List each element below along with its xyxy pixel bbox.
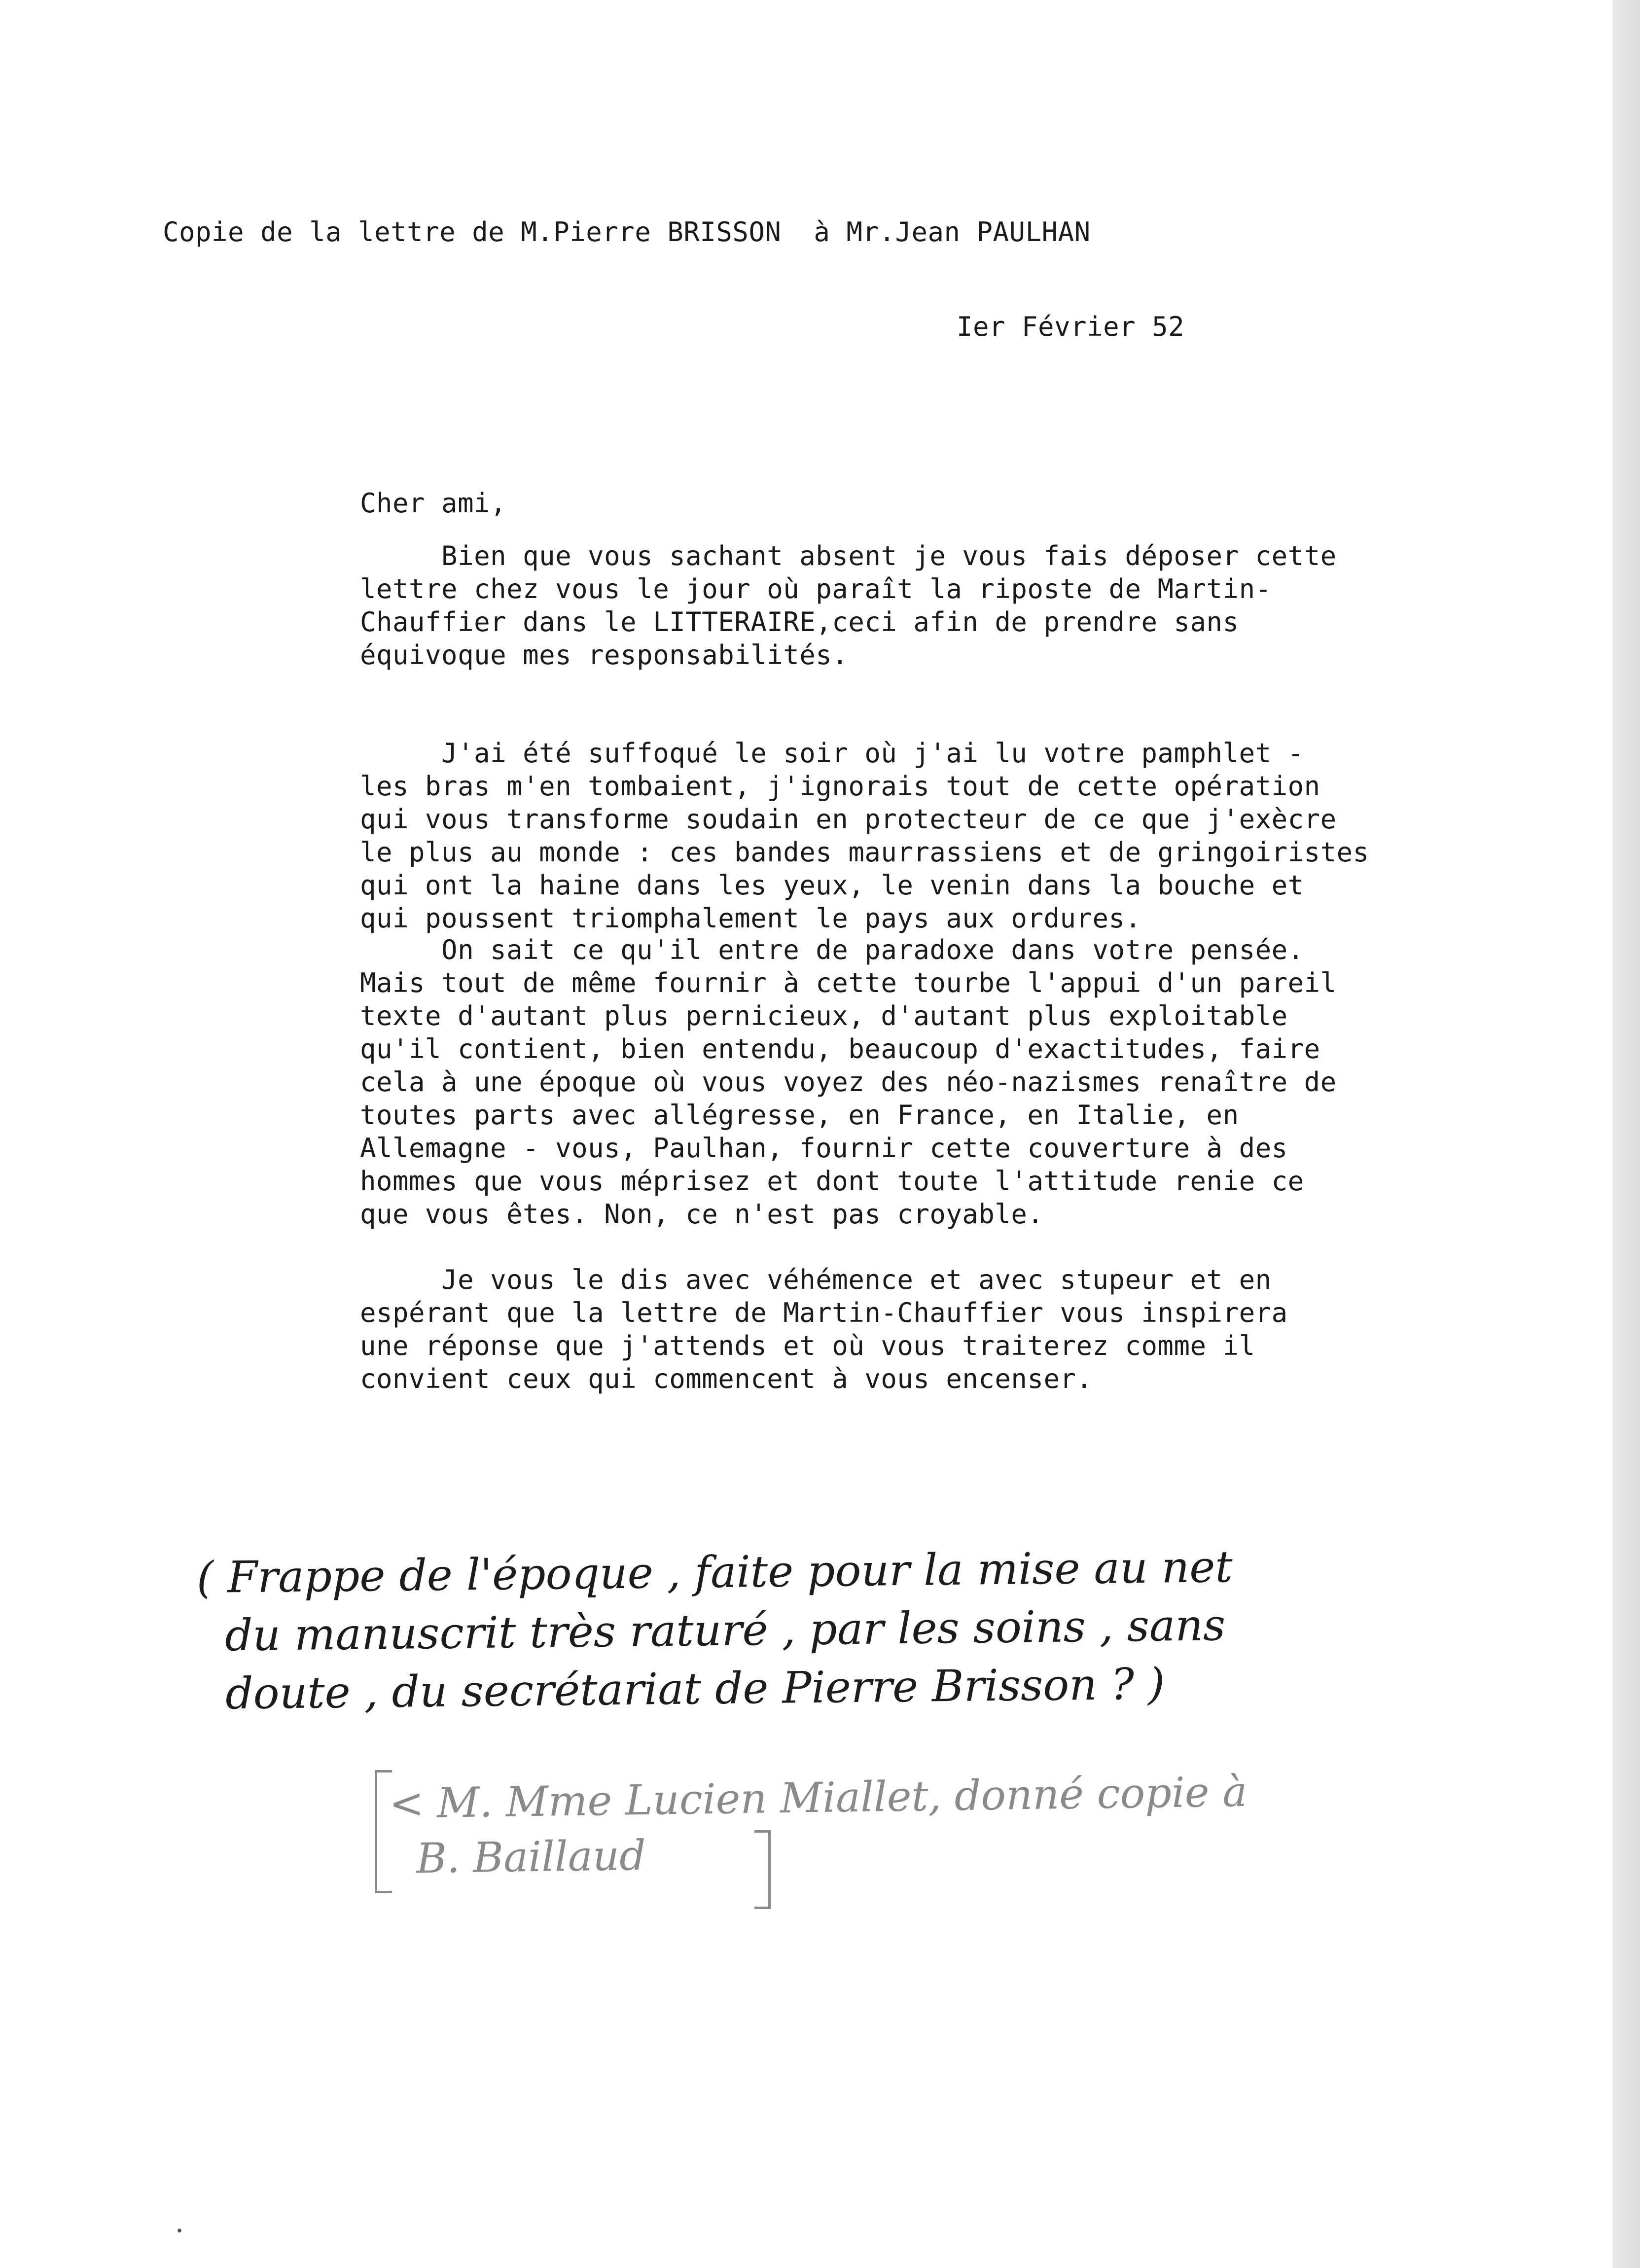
paragraph-line: le plus au monde : ces bandes maurrassiens et de gringoiristes: [360, 837, 1369, 868]
paragraph-line: hommes que vous méprisez et dont toute l'attitude renie ce: [360, 1166, 1304, 1197]
paragraph-3: [360, 933, 1538, 1231]
paragraph-line: convient ceux qui commencent à vous encenser.: [360, 1363, 1093, 1394]
handwritten-line: du manuscrit très raturé , par les soins , sans: [197, 1599, 1226, 1661]
paragraph-line: qu'il contient, bien entendu, beaucoup d'exactitudes, faire: [360, 1033, 1320, 1064]
paragraph-line: qui ont la haine dans les yeux, le venin dans la bouche et: [360, 870, 1304, 901]
paragraph-1: [360, 539, 1538, 672]
handwritten-note-2: [389, 1764, 1248, 1886]
right-bracket: [754, 1830, 771, 1909]
paragraph-line: qui poussent triomphalement le pays aux ordures.: [360, 903, 1141, 934]
paragraph-line: Bien que vous sachant absent je vous fais déposer cette: [360, 540, 1337, 571]
paragraph-line: Je vous le dis avec véhémence et avec stupeur et en: [360, 1264, 1272, 1295]
paragraph-line: qui vous transforme soudain en protecteur de ce que j'exècre: [360, 804, 1337, 835]
paragraph-line: les bras m'en tombaient, j'ignorais tout de cette opération: [360, 771, 1320, 802]
paragraph-line: On sait ce qu'il entre de paradoxe dans votre pensée.: [360, 934, 1304, 965]
paragraph-line: Chauffier dans le LITTERAIRE,ceci afin de prendre sans: [360, 606, 1239, 638]
paragraph-line: que vous êtes. Non, ce n'est pas croyable.: [360, 1199, 1044, 1230]
paper-speck: [178, 2229, 181, 2233]
paragraph-line: cela à une époque où vous voyez des néo-nazismes renaître de: [360, 1066, 1337, 1098]
handwritten-line: ( Frappe de l'époque , faite pour la mise au net: [196, 1541, 1233, 1603]
paragraph-line: une réponse que j'attends et où vous traiterez comme il: [360, 1330, 1255, 1361]
paragraph-line: espérant que la lettre de Martin-Chauffier vous inspirera: [360, 1297, 1288, 1328]
handwritten-line: B. Baillaud: [390, 1831, 646, 1883]
letter-header: Copie de la lettre de M.Pierre BRISSON à Mr.Jean PAULHAN: [163, 216, 1091, 248]
paragraph-line: Mais tout de même fournir à cette tourbe l'appui d'un pareil: [360, 967, 1337, 998]
handwritten-note: [196, 1538, 1234, 1723]
letter-date: Ier Février 52: [957, 311, 1185, 342]
paragraph-line: équivoque mes responsabilités.: [360, 639, 849, 671]
paragraph-line: J'ai été suffoqué le soir où j'ai lu votre pamphlet -: [360, 738, 1304, 769]
paragraph-4: [360, 1263, 1538, 1395]
handwritten-line: < M. Mme Lucien Miallet, donné copie à: [389, 1767, 1248, 1828]
paragraph-line: toutes parts avec allégresse, en France, en Italie, en: [360, 1099, 1239, 1131]
page-edge-shadow: [1612, 0, 1640, 2268]
paragraph-line: Allemagne - vous, Paulhan, fournir cette couverture à des: [360, 1133, 1288, 1164]
paragraph-line: texte d'autant plus pernicieux, d'autant plus exploitable: [360, 1000, 1288, 1031]
handwritten-line: doute , du secrétariat de Pierre Brisson ? ): [197, 1658, 1165, 1719]
salutation: Cher ami,: [360, 488, 507, 519]
paragraph-line: lettre chez vous le jour où paraît la riposte de Martin-: [360, 573, 1272, 604]
paragraph-2: [360, 737, 1538, 935]
